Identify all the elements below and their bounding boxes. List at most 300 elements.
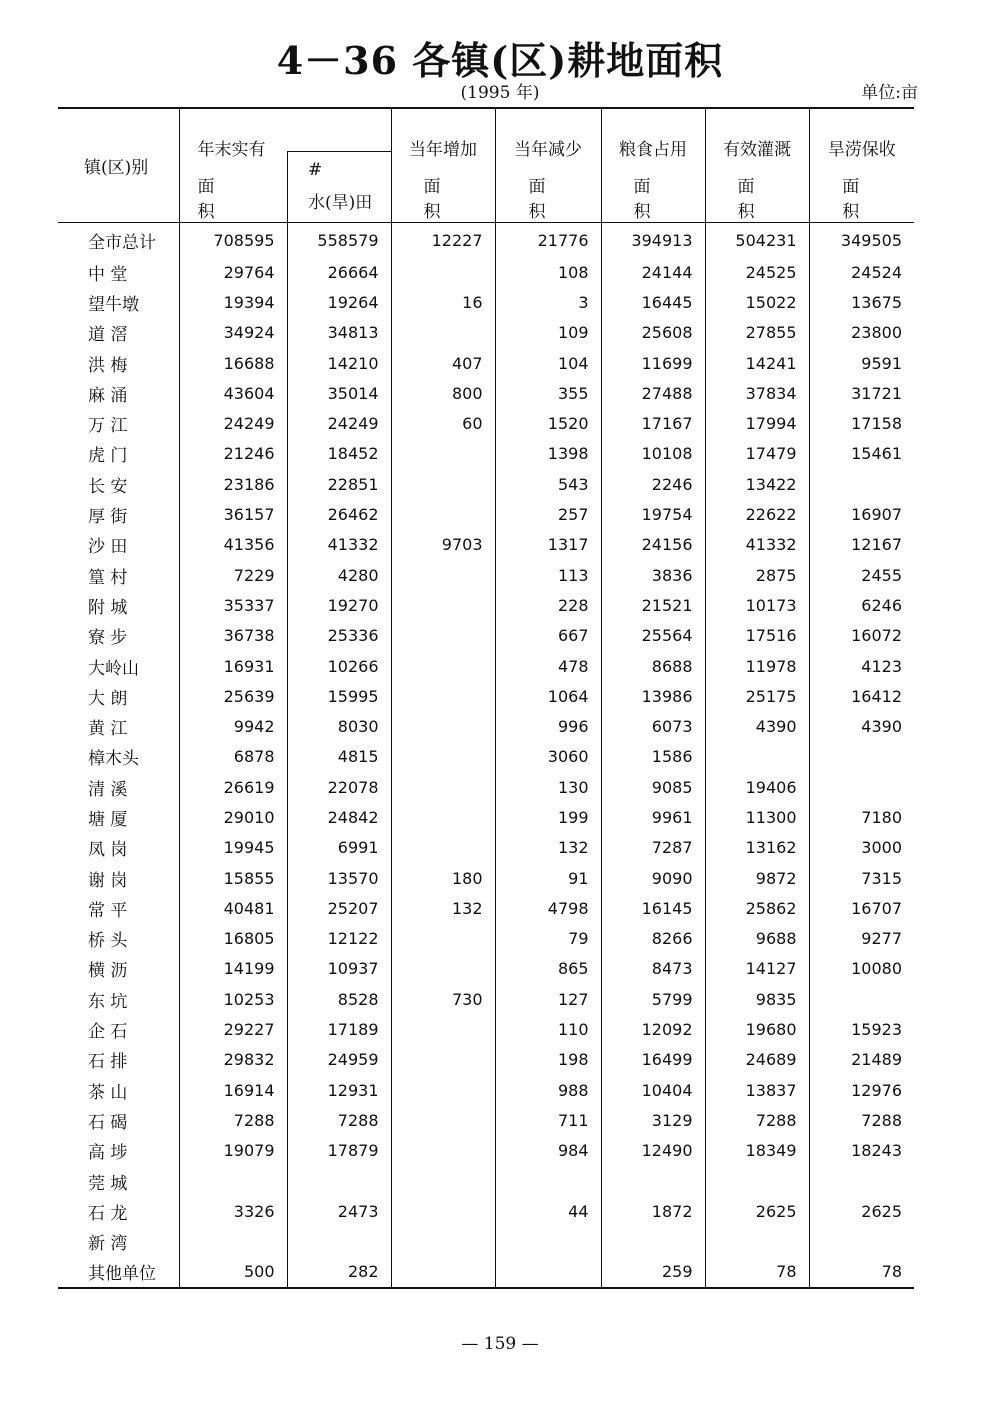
cell-drought <box>809 469 914 499</box>
cell-increase <box>391 590 495 620</box>
cell-grain: 24144 <box>601 257 705 287</box>
table-row <box>58 1227 914 1257</box>
cell-increase <box>391 1196 495 1226</box>
cell-drought <box>809 1227 914 1257</box>
cell-total: 21246 <box>179 439 287 469</box>
cell-increase: 800 <box>391 378 495 408</box>
region-name: 长 安 <box>88 476 128 497</box>
cell-irrigation: 17994 <box>705 408 809 438</box>
cell-drought: 7288 <box>809 1105 914 1135</box>
cell-paddy: 4280 <box>287 560 391 590</box>
region-name: 樟木头 <box>88 749 139 770</box>
region-name: 寮 步 <box>88 628 128 649</box>
cell-decrease: 79 <box>495 924 601 954</box>
cell-grain: 10108 <box>601 439 705 469</box>
region-name: 横 沥 <box>88 961 128 982</box>
cell-decrease: 44 <box>495 1196 601 1226</box>
cell-irrigation: 19406 <box>705 772 809 802</box>
cell-grain: 16445 <box>601 287 705 317</box>
cell-increase <box>391 681 495 711</box>
cell-irrigation: 10173 <box>705 590 809 620</box>
header-paddy-label: 水(旱)田 <box>308 193 373 213</box>
cell-grain: 9961 <box>601 802 705 832</box>
cell-increase <box>391 469 495 499</box>
cell-decrease: 996 <box>495 711 601 741</box>
cell-drought: 21489 <box>809 1045 914 1075</box>
region-name: 石 龙 <box>88 1203 128 1224</box>
cell-grain <box>601 1227 705 1257</box>
cell-decrease: 1064 <box>495 681 601 711</box>
cell-irrigation: 7288 <box>705 1105 809 1135</box>
cell-drought: 12167 <box>809 530 914 560</box>
cell-increase <box>391 772 495 802</box>
cell-total: 14199 <box>179 954 287 984</box>
cell-decrease: 132 <box>495 833 601 863</box>
cell-paddy: 17879 <box>287 1136 391 1166</box>
header-year-end: 年末实有 面 积 <box>179 108 287 223</box>
table-row <box>58 833 914 863</box>
cell-decrease <box>495 1257 601 1288</box>
cell-irrigation: 25175 <box>705 681 809 711</box>
cell-grain: 24156 <box>601 530 705 560</box>
cell-drought: 18243 <box>809 1136 914 1166</box>
region-name: 厚 街 <box>88 507 128 528</box>
cell-decrease <box>495 1166 601 1196</box>
cell-grain <box>601 1166 705 1196</box>
year-subtitle: (1995 年) <box>460 83 540 103</box>
cell-total: 16914 <box>179 1075 287 1105</box>
cell-total: 7229 <box>179 560 287 590</box>
farmland-table <box>58 107 914 1289</box>
region-name: 大岭山 <box>88 658 139 679</box>
cell-paddy: 25207 <box>287 893 391 923</box>
cell-total: 26619 <box>179 772 287 802</box>
table-row <box>58 1105 914 1135</box>
cell-irrigation: 22622 <box>705 499 809 529</box>
cell-irrigation: 19680 <box>705 1014 809 1044</box>
cell-total: 9942 <box>179 711 287 741</box>
table-row <box>58 1014 914 1044</box>
region-name: 大 朗 <box>88 688 128 709</box>
cell-grain: 21521 <box>601 590 705 620</box>
cell-irrigation: 9835 <box>705 984 809 1014</box>
cell-paddy: 2473 <box>287 1196 391 1226</box>
cell-decrease: 543 <box>495 469 601 499</box>
header-increase: 当年增加 面 积 <box>391 108 495 223</box>
table-row <box>58 530 914 560</box>
cell-paddy: 7288 <box>287 1105 391 1135</box>
cell-drought: 13675 <box>809 287 914 317</box>
region-name: 莞 城 <box>88 1173 128 1194</box>
cell-grain: 8688 <box>601 651 705 681</box>
region-name: 茶 山 <box>88 1082 128 1103</box>
cell-paddy: 24249 <box>287 408 391 438</box>
cell-decrease: 478 <box>495 651 601 681</box>
cell-irrigation <box>705 1166 809 1196</box>
cell-increase <box>391 560 495 590</box>
cell-decrease: 91 <box>495 863 601 893</box>
cell-drought: 78 <box>809 1257 914 1288</box>
header-decrease: 当年减少 面 积 <box>495 108 601 223</box>
cell-paddy: 25336 <box>287 621 391 651</box>
cell-paddy: 282 <box>287 1257 391 1288</box>
cell-total: 6878 <box>179 742 287 772</box>
header-paddy <box>287 108 391 223</box>
cell-grain: 19754 <box>601 499 705 529</box>
cell-increase <box>391 802 495 832</box>
region-name: 麻 涌 <box>88 385 128 406</box>
cell-irrigation: 13837 <box>705 1075 809 1105</box>
cell-irrigation: 25862 <box>705 893 809 923</box>
table-row <box>58 772 914 802</box>
region-name: 清 溪 <box>88 779 128 800</box>
cell-drought: 2455 <box>809 560 914 590</box>
cell-drought <box>809 1166 914 1196</box>
cell-total <box>179 1227 287 1257</box>
cell-decrease: 711 <box>495 1105 601 1135</box>
cell-increase <box>391 318 495 348</box>
cell-drought: 7315 <box>809 863 914 893</box>
table-row <box>58 223 914 258</box>
cell-total: 41356 <box>179 530 287 560</box>
cell-paddy: 17189 <box>287 1014 391 1044</box>
cell-grain: 3836 <box>601 560 705 590</box>
cell-irrigation <box>705 1227 809 1257</box>
cell-paddy <box>287 1227 391 1257</box>
table-row <box>58 1136 914 1166</box>
table-row <box>58 499 914 529</box>
cell-increase <box>391 1014 495 1044</box>
cell-drought: 9591 <box>809 348 914 378</box>
cell-total: 29010 <box>179 802 287 832</box>
region-name: 凤 岗 <box>88 840 128 861</box>
cell-drought: 16707 <box>809 893 914 923</box>
cell-grain: 13986 <box>601 681 705 711</box>
region-name: 新 湾 <box>88 1234 128 1255</box>
table-body <box>58 223 914 1289</box>
cell-total: 19079 <box>179 1136 287 1166</box>
cell-drought: 12976 <box>809 1075 914 1105</box>
table-row <box>58 469 914 499</box>
region-name: 黄 江 <box>88 719 128 740</box>
table-row <box>58 1257 914 1288</box>
cell-grain: 6073 <box>601 711 705 741</box>
cell-total: 16931 <box>179 651 287 681</box>
cell-paddy: 10266 <box>287 651 391 681</box>
region-name: 洪 梅 <box>88 355 128 376</box>
table-row <box>58 439 914 469</box>
cell-grain: 12490 <box>601 1136 705 1166</box>
cell-drought: 17158 <box>809 408 914 438</box>
cell-decrease: 108 <box>495 257 601 287</box>
cell-irrigation: 9688 <box>705 924 809 954</box>
cell-increase <box>391 711 495 741</box>
cell-irrigation: 15022 <box>705 287 809 317</box>
cell-irrigation: 504231 <box>705 223 809 258</box>
cell-increase <box>391 1105 495 1135</box>
region-name: 谢 岗 <box>88 870 128 891</box>
cell-increase: 16 <box>391 287 495 317</box>
cell-decrease: 1317 <box>495 530 601 560</box>
header-drought: 旱涝保收 面 积 <box>809 108 914 223</box>
cell-drought: 23800 <box>809 318 914 348</box>
cell-irrigation: 27855 <box>705 318 809 348</box>
cell-decrease <box>495 1227 601 1257</box>
table-row <box>58 257 914 287</box>
header-grain: 粮食占用 面 积 <box>601 108 705 223</box>
table-row <box>58 863 914 893</box>
cell-decrease: 3 <box>495 287 601 317</box>
cell-drought: 4390 <box>809 711 914 741</box>
cell-paddy: 22078 <box>287 772 391 802</box>
cell-total <box>179 1166 287 1196</box>
cell-grain: 11699 <box>601 348 705 378</box>
cell-irrigation: 14241 <box>705 348 809 378</box>
cell-increase <box>391 833 495 863</box>
table-row <box>58 1166 914 1196</box>
cell-grain: 25608 <box>601 318 705 348</box>
cell-drought: 349505 <box>809 223 914 258</box>
cell-increase <box>391 1136 495 1166</box>
table-row <box>58 287 914 317</box>
cell-grain: 259 <box>601 1257 705 1288</box>
cell-total: 24249 <box>179 408 287 438</box>
table-row <box>58 1075 914 1105</box>
cell-drought <box>809 984 914 1014</box>
table-row <box>58 408 914 438</box>
cell-total: 10253 <box>179 984 287 1014</box>
cell-paddy: 12122 <box>287 924 391 954</box>
cell-decrease: 113 <box>495 560 601 590</box>
cell-irrigation: 14127 <box>705 954 809 984</box>
region-name: 常 平 <box>88 900 128 921</box>
cell-total: 708595 <box>179 223 287 258</box>
cell-paddy: 19264 <box>287 287 391 317</box>
cell-paddy: 10937 <box>287 954 391 984</box>
cell-paddy: 4815 <box>287 742 391 772</box>
cell-irrigation: 4390 <box>705 711 809 741</box>
cell-drought <box>809 742 914 772</box>
table-row <box>58 560 914 590</box>
cell-total: 500 <box>179 1257 287 1288</box>
cell-irrigation: 24689 <box>705 1045 809 1075</box>
table-row <box>58 651 914 681</box>
table-row <box>58 378 914 408</box>
region-name: 东 坑 <box>88 991 128 1012</box>
cell-decrease: 257 <box>495 499 601 529</box>
cell-increase <box>391 1075 495 1105</box>
cell-paddy: 558579 <box>287 223 391 258</box>
cell-grain: 17167 <box>601 408 705 438</box>
cell-total: 25639 <box>179 681 287 711</box>
table-row <box>58 621 914 651</box>
cell-paddy: 13570 <box>287 863 391 893</box>
cell-decrease: 21776 <box>495 223 601 258</box>
cell-increase: 132 <box>391 893 495 923</box>
cell-irrigation: 17516 <box>705 621 809 651</box>
cell-grain: 9085 <box>601 772 705 802</box>
cell-irrigation: 2625 <box>705 1196 809 1226</box>
cell-total: 19394 <box>179 287 287 317</box>
cell-grain: 3129 <box>601 1105 705 1135</box>
cell-drought: 4123 <box>809 651 914 681</box>
cell-decrease: 104 <box>495 348 601 378</box>
cell-increase <box>391 1227 495 1257</box>
cell-increase <box>391 742 495 772</box>
unit-label: 单位:亩 <box>861 83 918 103</box>
cell-decrease: 865 <box>495 954 601 984</box>
cell-grain: 8473 <box>601 954 705 984</box>
cell-grain: 12092 <box>601 1014 705 1044</box>
cell-decrease: 110 <box>495 1014 601 1044</box>
cell-grain: 9090 <box>601 863 705 893</box>
cell-grain: 7287 <box>601 833 705 863</box>
region-name: 石 排 <box>88 1052 128 1073</box>
cell-grain: 2246 <box>601 469 705 499</box>
cell-decrease: 355 <box>495 378 601 408</box>
table-row <box>58 924 914 954</box>
cell-total: 23186 <box>179 469 287 499</box>
cell-paddy: 14210 <box>287 348 391 378</box>
cell-paddy: 22851 <box>287 469 391 499</box>
table-row <box>58 590 914 620</box>
table-row <box>58 954 914 984</box>
cell-increase <box>391 439 495 469</box>
cell-paddy: 26664 <box>287 257 391 287</box>
cell-paddy: 12931 <box>287 1075 391 1105</box>
cell-grain: 16145 <box>601 893 705 923</box>
cell-paddy: 35014 <box>287 378 391 408</box>
cell-irrigation: 11300 <box>705 802 809 832</box>
region-name: 企 石 <box>88 1022 128 1043</box>
region-name: 其他单位 <box>58 1257 179 1288</box>
cell-irrigation: 2875 <box>705 560 809 590</box>
cell-total: 36157 <box>179 499 287 529</box>
cell-total: 29227 <box>179 1014 287 1044</box>
cell-irrigation: 78 <box>705 1257 809 1288</box>
region-name: 附 城 <box>88 597 128 618</box>
cell-grain: 1872 <box>601 1196 705 1226</box>
table-row <box>58 1196 914 1226</box>
cell-paddy: 24842 <box>287 802 391 832</box>
cell-paddy: 6991 <box>287 833 391 863</box>
cell-grain: 8266 <box>601 924 705 954</box>
cell-increase: 407 <box>391 348 495 378</box>
cell-total: 15855 <box>179 863 287 893</box>
cell-increase: 12227 <box>391 223 495 258</box>
table-row <box>58 711 914 741</box>
table-row <box>58 1045 914 1075</box>
cell-paddy: 24959 <box>287 1045 391 1075</box>
cell-decrease: 1520 <box>495 408 601 438</box>
header-region: 镇(区)别 <box>58 108 179 223</box>
cell-increase <box>391 621 495 651</box>
cell-total: 29832 <box>179 1045 287 1075</box>
cell-drought: 16907 <box>809 499 914 529</box>
cell-decrease: 1398 <box>495 439 601 469</box>
cell-total: 43604 <box>179 378 287 408</box>
cell-grain: 25564 <box>601 621 705 651</box>
cell-increase: 180 <box>391 863 495 893</box>
cell-increase <box>391 954 495 984</box>
cell-paddy <box>287 1166 391 1196</box>
cell-irrigation: 24525 <box>705 257 809 287</box>
cell-decrease: 228 <box>495 590 601 620</box>
cell-decrease: 130 <box>495 772 601 802</box>
cell-increase <box>391 1045 495 1075</box>
region-name: 万 江 <box>88 416 128 437</box>
cell-drought: 24524 <box>809 257 914 287</box>
cell-total: 16688 <box>179 348 287 378</box>
cell-decrease: 127 <box>495 984 601 1014</box>
cell-increase: 730 <box>391 984 495 1014</box>
table-row <box>58 318 914 348</box>
cell-drought: 16412 <box>809 681 914 711</box>
cell-increase <box>391 1257 495 1288</box>
cell-total: 35337 <box>179 590 287 620</box>
table-row <box>58 893 914 923</box>
cell-total: 34924 <box>179 318 287 348</box>
cell-drought: 15461 <box>809 439 914 469</box>
cell-decrease: 3060 <box>495 742 601 772</box>
header-paddy-mark: # <box>308 160 323 180</box>
region-name: 全市总计 <box>88 232 156 253</box>
table-row <box>58 348 914 378</box>
region-name: 中 堂 <box>88 264 128 285</box>
cell-paddy: 19270 <box>287 590 391 620</box>
region-name: 塘 厦 <box>88 809 128 830</box>
region-name: 望牛墩 <box>88 294 139 315</box>
cell-irrigation: 13162 <box>705 833 809 863</box>
table-row <box>58 681 914 711</box>
cell-paddy: 8528 <box>287 984 391 1014</box>
cell-decrease: 984 <box>495 1136 601 1166</box>
cell-increase <box>391 1166 495 1196</box>
cell-total: 40481 <box>179 893 287 923</box>
region-name: 沙 田 <box>88 537 128 558</box>
cell-drought <box>809 772 914 802</box>
cell-decrease: 198 <box>495 1045 601 1075</box>
cell-grain: 394913 <box>601 223 705 258</box>
cell-total: 36738 <box>179 621 287 651</box>
cell-drought: 7180 <box>809 802 914 832</box>
cell-irrigation: 17479 <box>705 439 809 469</box>
cell-grain: 16499 <box>601 1045 705 1075</box>
region-name: 虎 门 <box>88 446 128 467</box>
region-name: 道 滘 <box>88 325 128 346</box>
cell-paddy: 26462 <box>287 499 391 529</box>
cell-irrigation <box>705 742 809 772</box>
cell-increase <box>391 257 495 287</box>
cell-grain: 27488 <box>601 378 705 408</box>
cell-drought: 16072 <box>809 621 914 651</box>
cell-decrease: 667 <box>495 621 601 651</box>
cell-paddy: 18452 <box>287 439 391 469</box>
cell-total: 19945 <box>179 833 287 863</box>
cell-drought: 31721 <box>809 378 914 408</box>
cell-increase <box>391 499 495 529</box>
table-row <box>58 802 914 832</box>
cell-grain: 1586 <box>601 742 705 772</box>
cell-decrease: 988 <box>495 1075 601 1105</box>
region-name: 石 碣 <box>88 1112 128 1133</box>
cell-decrease: 199 <box>495 802 601 832</box>
table-row <box>58 984 914 1014</box>
header-irrigation: 有效灌溉 面 积 <box>705 108 809 223</box>
table-row <box>58 742 914 772</box>
cell-grain: 10404 <box>601 1075 705 1105</box>
cell-grain: 5799 <box>601 984 705 1014</box>
